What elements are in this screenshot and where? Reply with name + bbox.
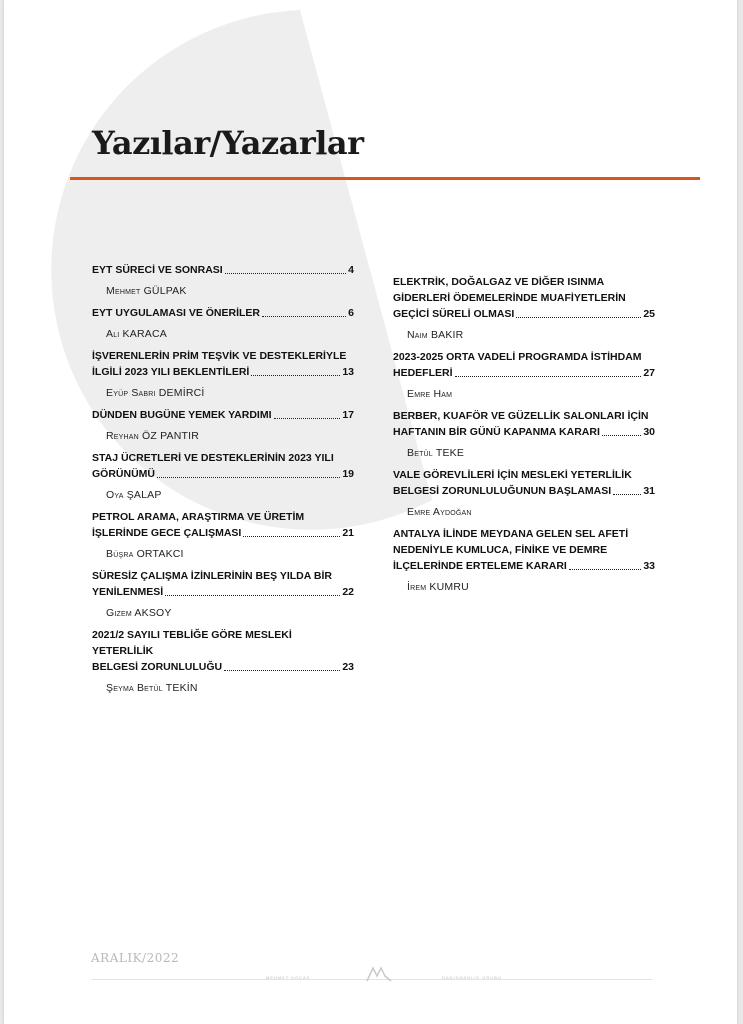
toc-entry-title[interactable] [92,627,354,675]
dot-leader [224,659,340,671]
toc-entry [92,627,354,694]
toc-entry [393,274,655,341]
toc-entry-title[interactable] [393,408,655,440]
toc-page-number: 21 [342,527,354,539]
toc-entry-title[interactable] [92,568,354,600]
toc-entry-title[interactable] [393,467,655,499]
dot-leader [225,262,346,274]
toc-entry [393,467,655,518]
toc-entry-title-line: 2023-2025 ORTA VADELİ PROGRAMDA İSTİHDAM [393,351,642,363]
toc-entry-title-line: STAJ ÜCRETLERİ VE DESTEKLERİNİN 2023 YILI [92,452,334,464]
toc-page-number: 4 [348,264,354,276]
toc-entry-author: Oya ŞALAP [106,489,162,501]
dot-leader [274,407,341,419]
toc-entry-author: Gizem AKSOY [106,607,172,619]
toc-entry-title-line: İŞVERENLERİN PRİM TEŞVİK VE DESTEKLERİYLE [92,350,347,362]
toc-entry [92,262,354,297]
toc-page-number: 13 [342,366,354,378]
toc-entry-title-line: BELGESİ ZORUNLULUĞU [92,661,223,673]
toc-page-number: 23 [342,661,354,673]
title-underline [70,177,700,180]
toc-entry-author: Emre Aydoğan [407,506,472,518]
toc-entry [393,408,655,459]
toc-entry-title-last-line [393,483,655,499]
toc-entry-author: Betül TEKE [407,447,465,459]
toc-entry [92,450,354,501]
toc-entry-author: Eyüp Sabri DEMİRCİ [106,387,205,399]
toc-entry [393,349,655,400]
dot-leader [602,424,641,436]
toc-entry [92,348,354,399]
toc-entry-title-line: GİDERLERİ ÖDEMELERİNDE MUAFİYETLERİN [393,292,626,304]
toc-entry-author: Şeyma Betül TEKİN [106,682,198,694]
footer-name-right: DANIŞMANLIK GRUBU [442,975,502,980]
toc-page-number: 25 [643,308,655,320]
dot-leader [157,466,340,478]
toc-entry-title-line: 2021/2 SAYILI TEBLİĞE GÖRE MESLEKİ YETERLİLİK [92,629,292,657]
toc-entry-title-last-line [92,262,354,278]
toc-page-number: 31 [643,485,655,497]
toc-entry-title-last-line [92,525,354,541]
toc-entry-title[interactable] [92,407,354,423]
toc-entry-author: Emre Ham [407,388,453,400]
toc-right-column [393,274,655,601]
toc-left-column [92,262,354,702]
toc-entry-title-line: HEDEFLERİ [393,367,453,379]
dot-leader [569,558,641,570]
toc-entry [92,305,354,340]
dot-leader [243,525,340,537]
footer-date: ARALIK/2022 [91,951,180,965]
toc-entry-title[interactable] [92,450,354,482]
toc-entry-title-line: YENİLENMESİ [92,586,164,598]
toc-entry-title-line: ANTALYA İLİNDE MEYDANA GELEN SEL AFETİ [393,528,629,540]
toc-entry-title-line: VALE GÖREVLİLERİ İÇİN MESLEKİ YETERLİLİK [393,469,632,481]
toc-entry [92,407,354,442]
toc-entry-title-line: DÜNDEN BUGÜNE YEMEK YARDIMI [92,409,272,421]
toc-entry-title-last-line [92,584,354,600]
toc-entry [92,568,354,619]
toc-entry-title-last-line [92,407,354,423]
toc-entry-title-line: İŞLERİNDE GECE ÇALIŞMASI [92,527,242,539]
toc-entry-author: Mehmet GÜLPAK [106,285,187,297]
toc-entry-author: Reyhan ÖZ PANTIR [106,430,200,442]
toc-entry-title-line: EYT SÜRECİ VE SONRASI [92,264,223,276]
toc-entry-title[interactable] [92,262,354,278]
toc-entry-title-last-line [92,659,354,675]
toc-entry-title[interactable] [92,348,354,380]
toc-entry-title-line: PETROL ARAMA, ARAŞTIRMA VE ÜRETİM [92,511,305,523]
toc-page-number: 19 [342,468,354,480]
toc-entry-author: Büşra ORTAKCI [106,548,184,560]
toc-page-number: 17 [342,409,354,421]
dot-leader [455,365,642,377]
toc-entry-author: İrem KUMRU [407,581,469,593]
dot-leader [251,364,340,376]
toc-entry-title-line: HAFTANIN BİR GÜNÜ KAPANMA KARARI [393,426,600,438]
toc-entry [393,526,655,593]
toc-entry-title-line: NEDENİYLE KUMLUCA, FİNİKE VE DEMRE [393,544,608,556]
dot-leader [613,483,641,495]
toc-page-number: 27 [643,367,655,379]
toc-entry-title-last-line [92,364,354,380]
toc-entry [92,509,354,560]
toc-entry-title-last-line [393,306,655,322]
footer-logo-icon [366,964,392,982]
toc-page-number: 22 [342,586,354,598]
toc-page-number: 6 [348,307,354,319]
toc-entry-title-last-line [92,466,354,482]
toc-entry-title-line: İLÇELERİNDE ERTELEME KARARI [393,560,567,572]
toc-entry-title[interactable] [92,305,354,321]
document-page [4,0,737,1024]
toc-entry-author: Naim BAKIR [407,329,464,341]
toc-entry-title[interactable] [393,349,655,381]
dot-leader [165,584,340,596]
dot-leader [516,306,641,318]
toc-entry-title-line: GEÇİCİ SÜRELİ OLMASI [393,308,515,320]
toc-entry-author: Ali KARACA [106,328,167,340]
toc-entry-title[interactable] [92,509,354,541]
toc-entry-title-line: BELGESİ ZORUNLULUĞUNUN BAŞLAMASI [393,485,612,497]
toc-entry-title-line: SÜRESİZ ÇALIŞMA İZİNLERİNİN BEŞ YILDA BİR [92,570,332,582]
toc-entry-title[interactable] [393,274,655,322]
toc-entry-title-line: ELEKTRİK, DOĞALGAZ VE DİĞER ISINMA [393,276,605,288]
toc-entry-title-last-line [92,305,354,321]
footer-name-left: MEHMET KOCAK [266,975,311,980]
toc-entry-title-last-line [393,365,655,381]
toc-entry-title[interactable] [393,526,655,574]
toc-page-number: 33 [643,560,655,572]
toc-entry-title-line: EYT UYGULAMASI VE ÖNERİLER [92,307,261,319]
toc-entry-title-last-line [393,558,655,574]
toc-entry-title-last-line [393,424,655,440]
dot-leader [262,305,346,317]
toc-entry-title-line: GÖRÜNÜMÜ [92,468,155,480]
toc-page-number: 30 [643,426,655,438]
toc-entry-title-line: İLGİLİ 2023 YILI BEKLENTİLERİ [92,366,250,378]
toc-entry-title-line: BERBER, KUAFÖR VE GÜZELLİK SALONLARI İÇİN [393,410,649,422]
page-title: Yazılar/Yazarlar [92,124,364,162]
